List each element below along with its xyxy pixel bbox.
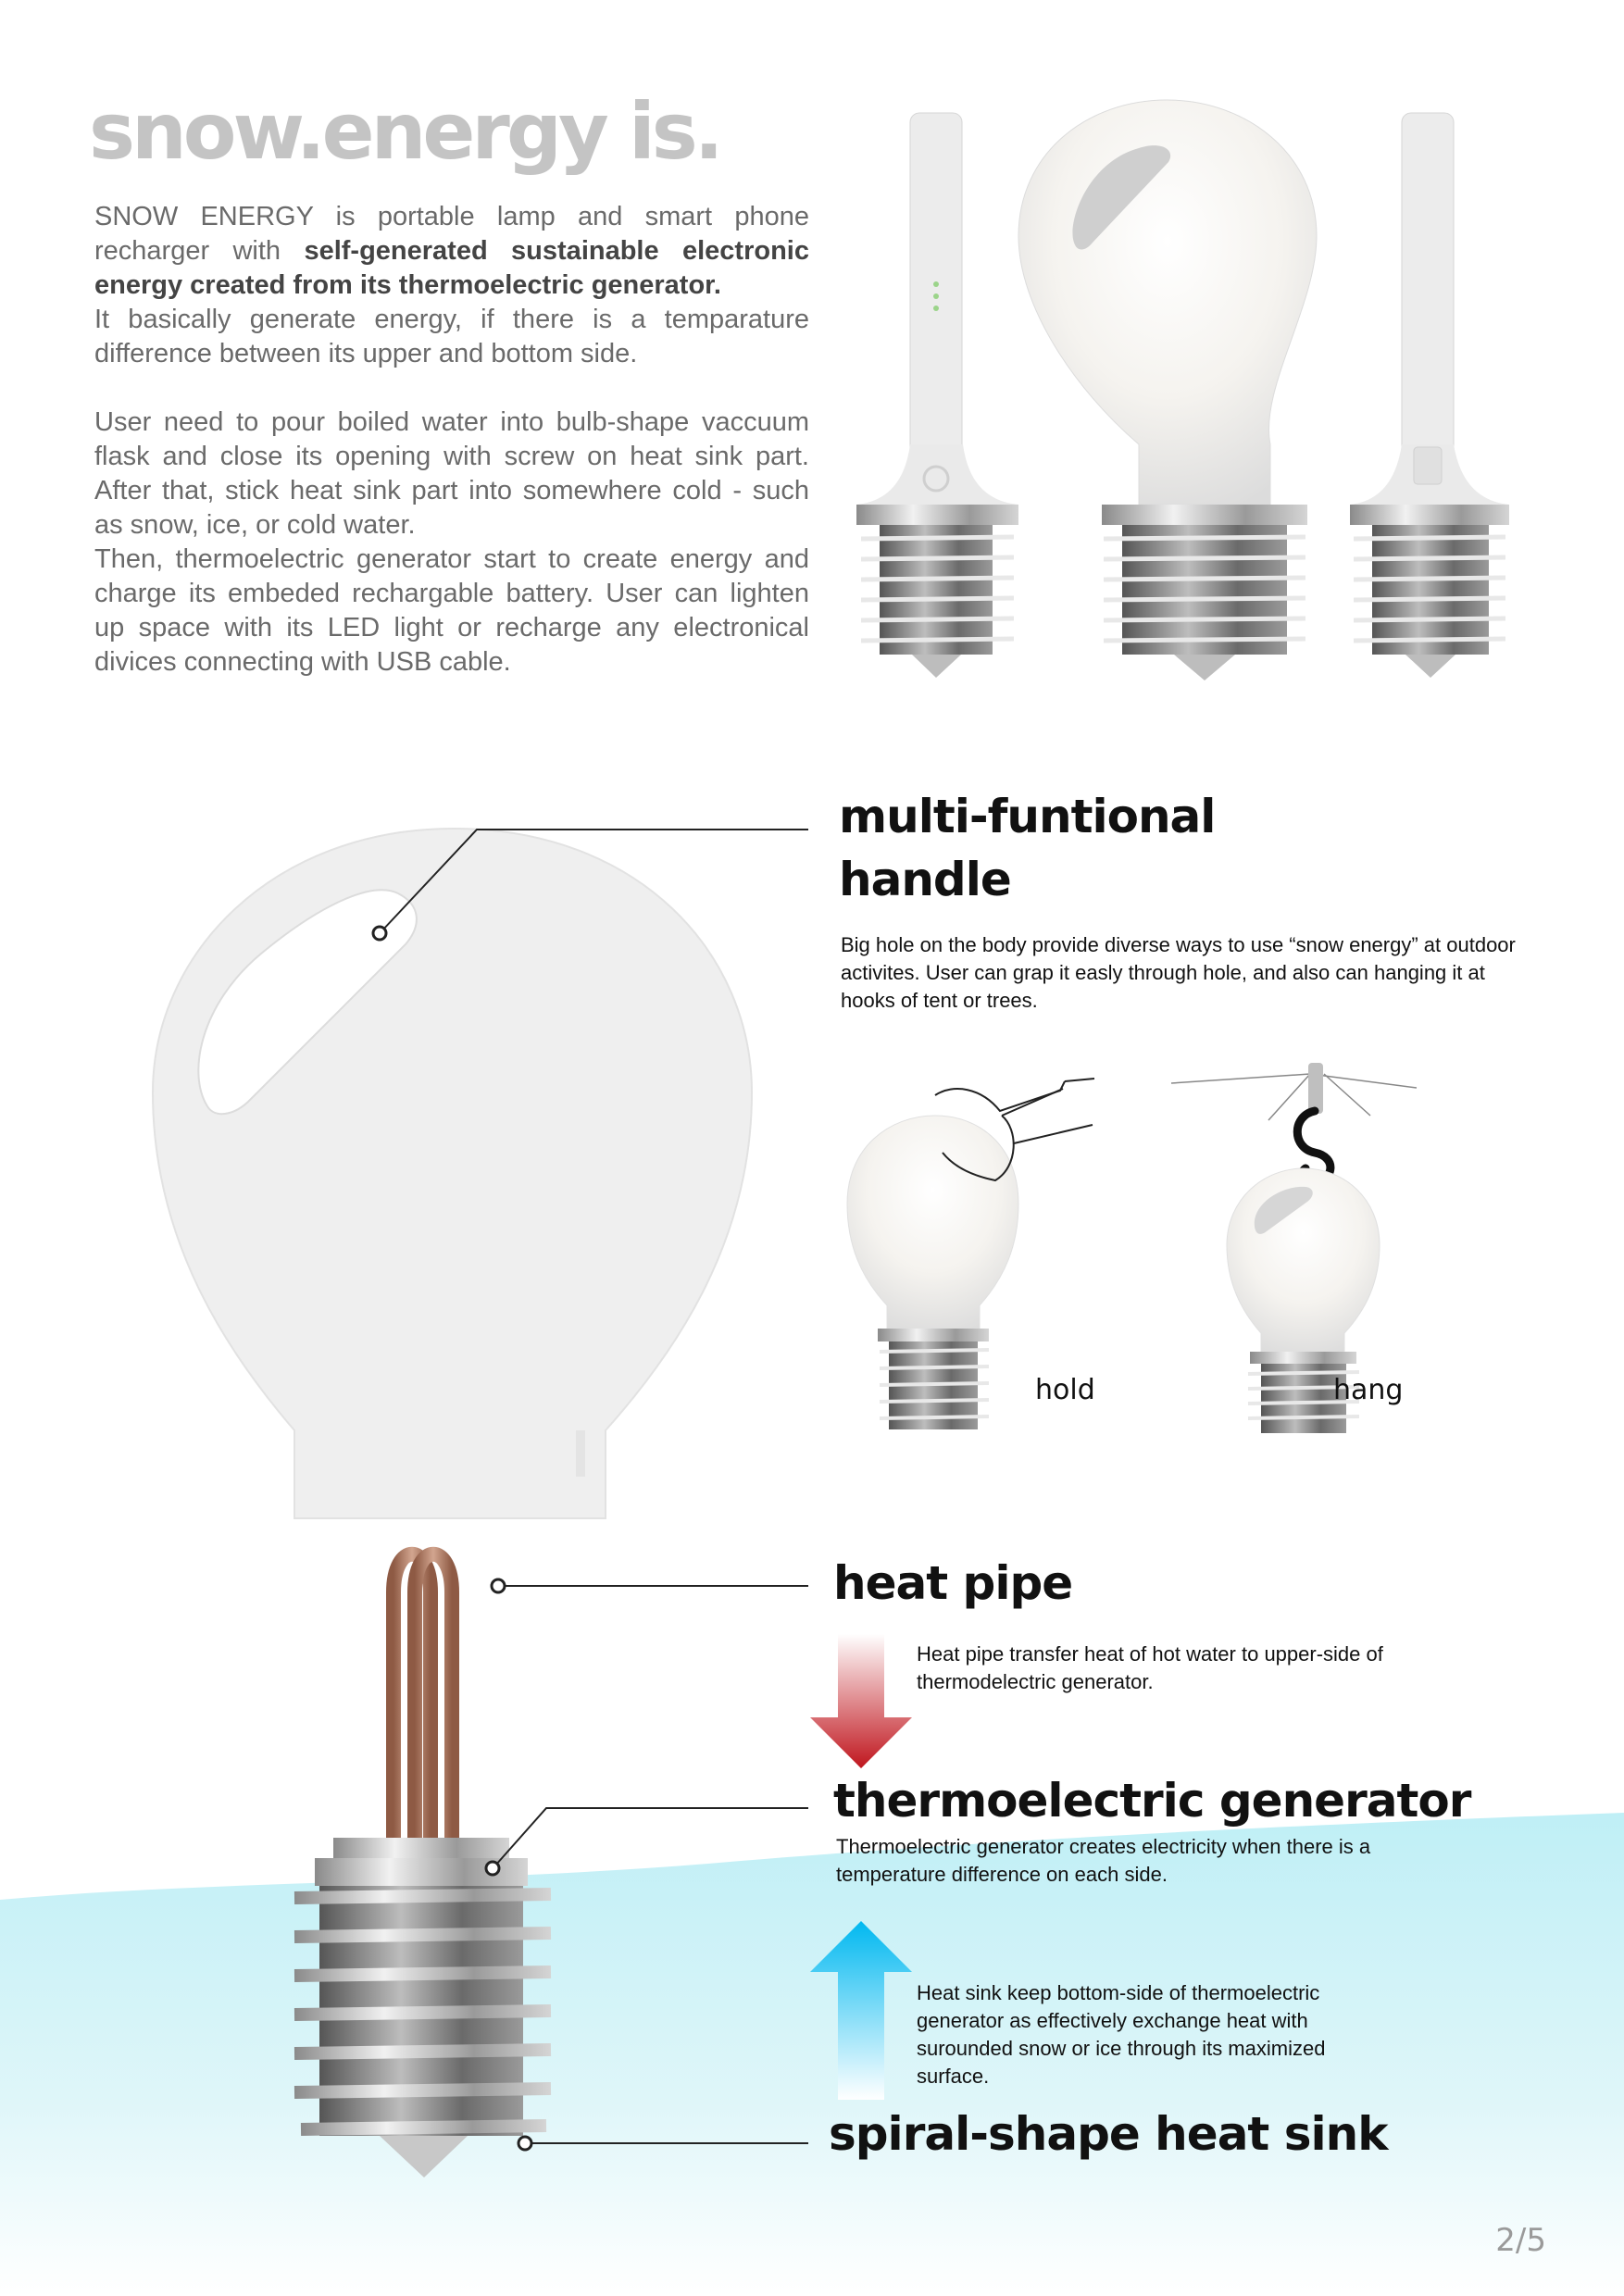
heat-sink-illustration: [294, 1838, 551, 2177]
product-bulb-view: [1018, 100, 1317, 680]
heat-pipe-illustration: [394, 1554, 452, 1852]
heat-sink-description: Heat sink keep bottom-side of thermoelectric generator as effectively exchange heat with surounded snow or ice through its maximized surface.: [917, 1981, 1326, 2088]
teg-description: Thermoelectric generator creates electricity when there is a temperature difference on each side.: [836, 1835, 1371, 1886]
intro-highlight: self-generated sustainable electronic energy created from its thermoelectric generator.: [94, 236, 809, 300]
product-front-view: [856, 113, 1018, 525]
handle-title-line2: handle: [839, 853, 1011, 906]
page-number: 2/5: [1495, 2222, 1546, 2259]
heat-sink-title: spiral-shape heat sink: [829, 2107, 1388, 2161]
page-title: snow.energy is.: [89, 86, 720, 177]
intro-paragraph-2: User need to pour boiled water into bulb-shape vaccuum flask and close its opening with screw on heat sink part. After that, stick heat sink part into somewhere cold - such as snow, ice, or cold water.: [94, 407, 809, 540]
product-back-view: [1350, 113, 1509, 678]
handle-description: Big hole on the body provide diverse ways to use “snow energy” at outdoor activites. User can grap it easly through hole, and also can hanging it at hooks of tent or trees.: [841, 933, 1516, 1012]
hold-label: hold: [1035, 1374, 1095, 1406]
heat-sink-front: [861, 525, 1014, 678]
heat-pipe-description: Heat pipe transfer heat of hot water to upper-side of thermodelectric generator.: [917, 1642, 1383, 1693]
hot-arrow-down: [810, 1634, 912, 1768]
intro-text: [94, 200, 809, 680]
teg-title: thermoelectric generator: [833, 1774, 1471, 1828]
hang-label: hang: [1333, 1374, 1404, 1406]
heat-pipe-title: heat pipe: [833, 1556, 1073, 1610]
handle-title-line1: multi-funtional: [839, 790, 1216, 843]
intro-paragraph-3: Then, thermoelectric generator start to create energy and charge its embeded rechargable battery. User can lighten up space with its LED light or recharge any electronical divices connecting with USB cable.: [94, 544, 809, 677]
intro-paragraph-1: SNOW ENERGY is portable lamp and smart phone recharger with self-generated sustainable electronic energy created from its thermoelectric generator. It basically generate energy, if there is a temparature difference between its upper and bottom side.: [94, 202, 809, 368]
large-bulb-body: [153, 829, 752, 1518]
